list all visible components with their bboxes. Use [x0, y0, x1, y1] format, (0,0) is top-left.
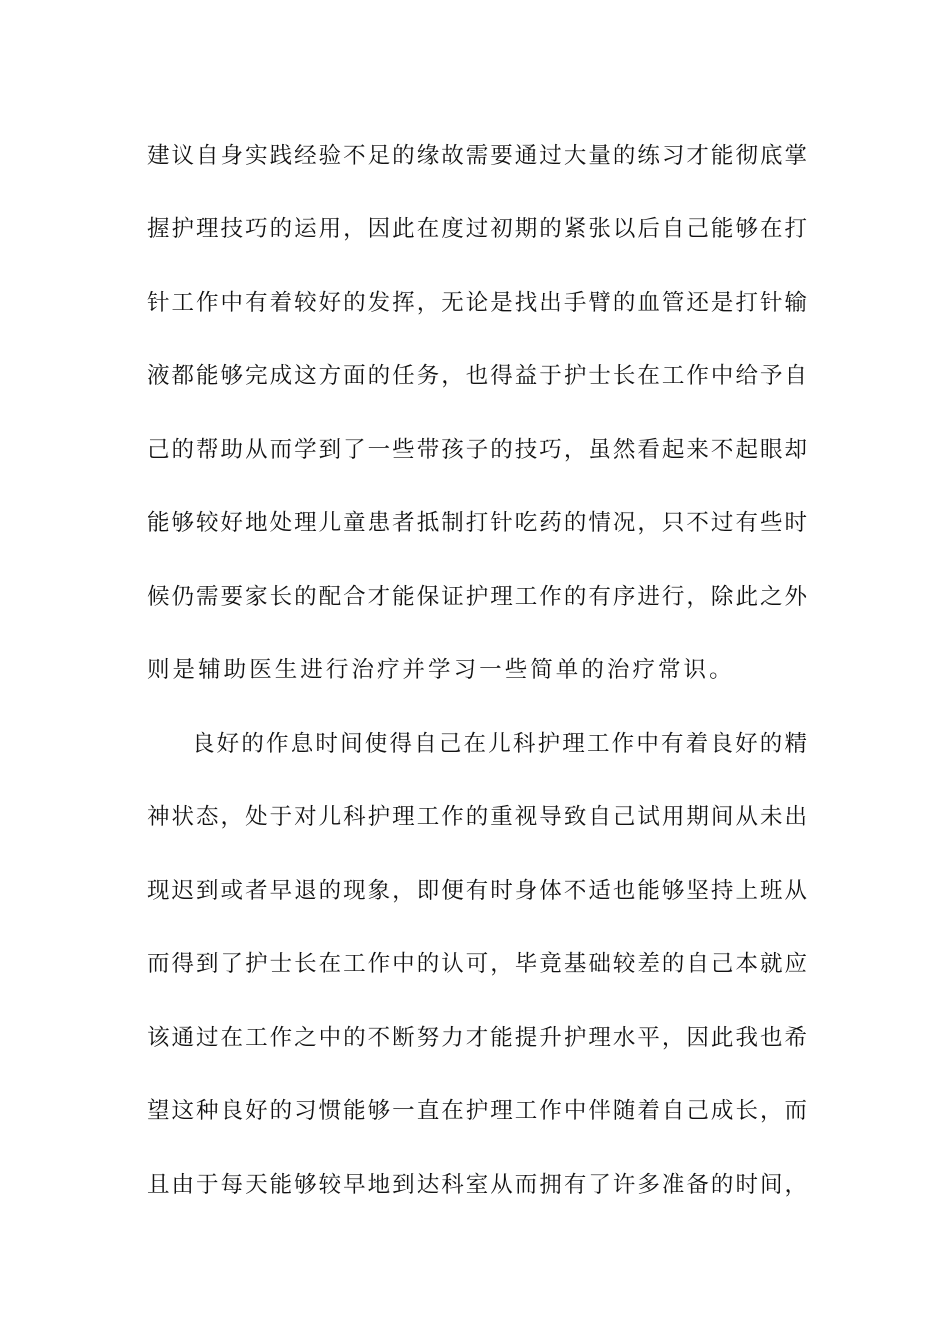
paragraph-1-line-1: 建议自身实践经验不足的缘故需要通过大量的练习才能彻底掌 — [147, 143, 807, 169]
paragraph-1-line-2: 握护理技巧的运用，因此在度过初期的紧张以后自己能够在打 — [147, 216, 807, 242]
paragraph-2-line-4: 而得到了护士长在工作中的认可，毕竟基础较差的自己本就应 — [147, 951, 807, 977]
paragraph-2-line-7: 且由于每天能够较早地到达科室从而拥有了许多准备的时间， — [147, 1172, 807, 1198]
paragraph-1-line-7: 候仍需要家长的配合才能保证护理工作的有序进行，除此之外 — [147, 584, 807, 610]
paragraph-1-line-5: 己的帮助从而学到了一些带孩子的技巧，虽然看起来不起眼却 — [147, 437, 807, 463]
paragraph-2-line-6: 望这种良好的习惯能够一直在护理工作中伴随着自己成长，而 — [147, 1098, 807, 1124]
paragraph-1-line-8: 则是辅助医生进行治疗并学习一些简单的治疗常识。 — [147, 657, 735, 683]
paragraph-2-line-5: 该通过在工作之中的不断努力才能提升护理水平，因此我也希 — [147, 1025, 807, 1051]
paragraph-2-line-1: 良好的作息时间使得自己在儿科护理工作中有着良好的精 — [192, 731, 807, 757]
paragraph-2-line-2: 神状态，处于对儿科护理工作的重视导致自己试用期间从未出 — [147, 804, 807, 830]
paragraph-1-line-3: 针工作中有着较好的发挥，无论是找出手臂的血管还是打针输 — [147, 290, 807, 316]
paragraph-1-line-4: 液都能够完成这方面的任务，也得益于护士长在工作中给予自 — [147, 363, 807, 389]
paragraph-2-line-3: 现迟到或者早退的现象，即便有时身体不适也能够坚持上班从 — [147, 878, 807, 904]
paragraph-1-line-6: 能够较好地处理儿童患者抵制打针吃药的情况，只不过有些时 — [147, 510, 807, 536]
